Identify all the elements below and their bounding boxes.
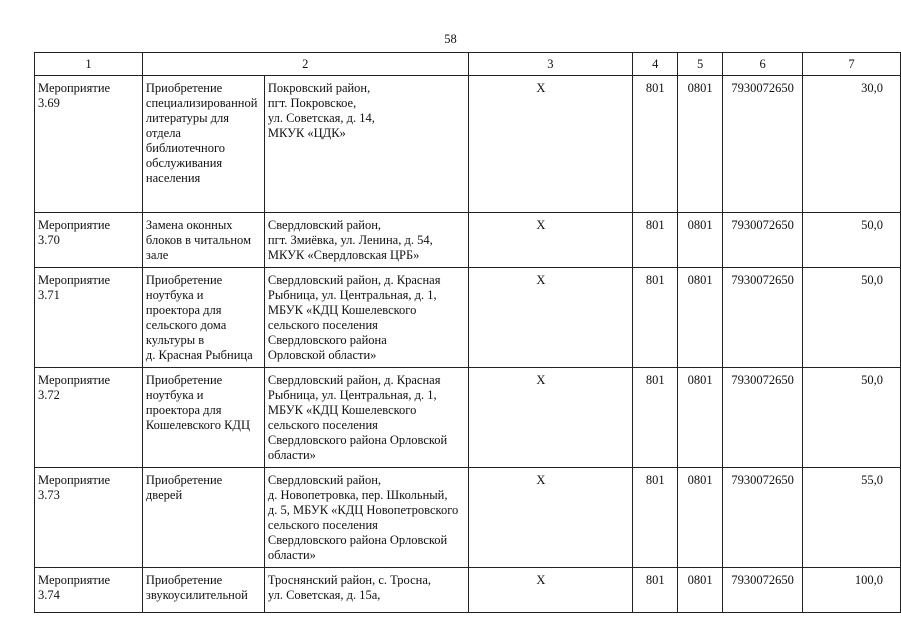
header-row (35, 53, 901, 76)
marker-cell: X (468, 268, 633, 368)
amount-cell: 50,0 (803, 368, 901, 468)
target-article-cell: 7930072650 (723, 568, 803, 613)
department-code-cell: 801 (633, 568, 678, 613)
section-code-cell: 0801 (678, 76, 723, 213)
target-article-cell: 7930072650 (723, 468, 803, 568)
marker-cell: X (468, 468, 633, 568)
marker-cell: X (468, 213, 633, 268)
address-cell: Покровский район, пгт. Покровское, ул. Советская, д. 14, МКУК «ЦДК» (264, 76, 468, 213)
description-cell: Приобретение ноутбука и проектора для сельского дома культуры в д. Красная Рыбница (142, 268, 264, 368)
section-code-cell: 0801 (678, 568, 723, 613)
address-cell: Свердловский район, д. Красная Рыбница, ул. Центральная, д. 1, МБУК «КДЦ Кошелевского сельского поселения Свердловского района Орловской области» (264, 268, 468, 368)
column-header-2: 2 (142, 53, 468, 76)
section-code-cell: 0801 (678, 368, 723, 468)
table-row (35, 268, 901, 368)
description-cell: Приобретение звукоусилительной (142, 568, 264, 613)
column-header-1: 1 (35, 53, 143, 76)
column-header-3: 3 (468, 53, 633, 76)
amount-cell: 55,0 (803, 468, 901, 568)
department-code-cell: 801 (633, 76, 678, 213)
section-code-cell: 0801 (678, 268, 723, 368)
target-article-cell: 7930072650 (723, 76, 803, 213)
event-cell: Мероприятие 3.70 (35, 213, 143, 268)
table-row (35, 368, 901, 468)
column-header-6: 6 (723, 53, 803, 76)
marker-cell: X (468, 76, 633, 213)
event-cell: Мероприятие 3.74 (35, 568, 143, 613)
address-cell: Свердловский район, пгт. Змиёвка, ул. Ленина, д. 54, МКУК «Свердловская ЦРБ» (264, 213, 468, 268)
department-code-cell: 801 (633, 468, 678, 568)
column-header-7: 7 (803, 53, 901, 76)
event-cell: Мероприятие 3.71 (35, 268, 143, 368)
section-code-cell: 0801 (678, 213, 723, 268)
amount-cell: 50,0 (803, 268, 901, 368)
page-number: 58 (444, 32, 457, 46)
event-cell: Мероприятие 3.72 (35, 368, 143, 468)
column-header-4: 4 (633, 53, 678, 76)
section-code-cell: 0801 (678, 468, 723, 568)
address-cell: Свердловский район, д. Красная Рыбница, ул. Центральная, д. 1, МБУК «КДЦ Кошелевского сельского поселения Свердловского района Орловской области» (264, 368, 468, 468)
description-cell: Замена оконных блоков в читальном зале (142, 213, 264, 268)
target-article-cell: 7930072650 (723, 268, 803, 368)
event-cell: Мероприятие 3.73 (35, 468, 143, 568)
event-cell: Мероприятие 3.69 (35, 76, 143, 213)
column-header-5: 5 (678, 53, 723, 76)
department-code-cell: 801 (633, 213, 678, 268)
amount-cell: 30,0 (803, 76, 901, 213)
amount-cell: 100,0 (803, 568, 901, 613)
marker-cell: X (468, 568, 633, 613)
amount-cell: 50,0 (803, 213, 901, 268)
measures-table (34, 52, 901, 613)
address-cell: Свердловский район, д. Новопетровка, пер. Школьный, д. 5, МБУК «КДЦ Новопетровского сельского поселения Свердловского района Орловской области» (264, 468, 468, 568)
description-cell: Приобретение специализированной литературы для отдела библиотечного обслуживания населения (142, 76, 264, 213)
department-code-cell: 801 (633, 268, 678, 368)
table-row (35, 213, 901, 268)
table-row (35, 568, 901, 613)
description-cell: Приобретение дверей (142, 468, 264, 568)
marker-cell: X (468, 368, 633, 468)
table-row (35, 468, 901, 568)
table-row (35, 76, 901, 213)
target-article-cell: 7930072650 (723, 368, 803, 468)
target-article-cell: 7930072650 (723, 213, 803, 268)
department-code-cell: 801 (633, 368, 678, 468)
description-cell: Приобретение ноутбука и проектора для Кошелевского КДЦ (142, 368, 264, 468)
address-cell: Троснянский район, с. Тросна, ул. Советская, д. 15а, (264, 568, 468, 613)
